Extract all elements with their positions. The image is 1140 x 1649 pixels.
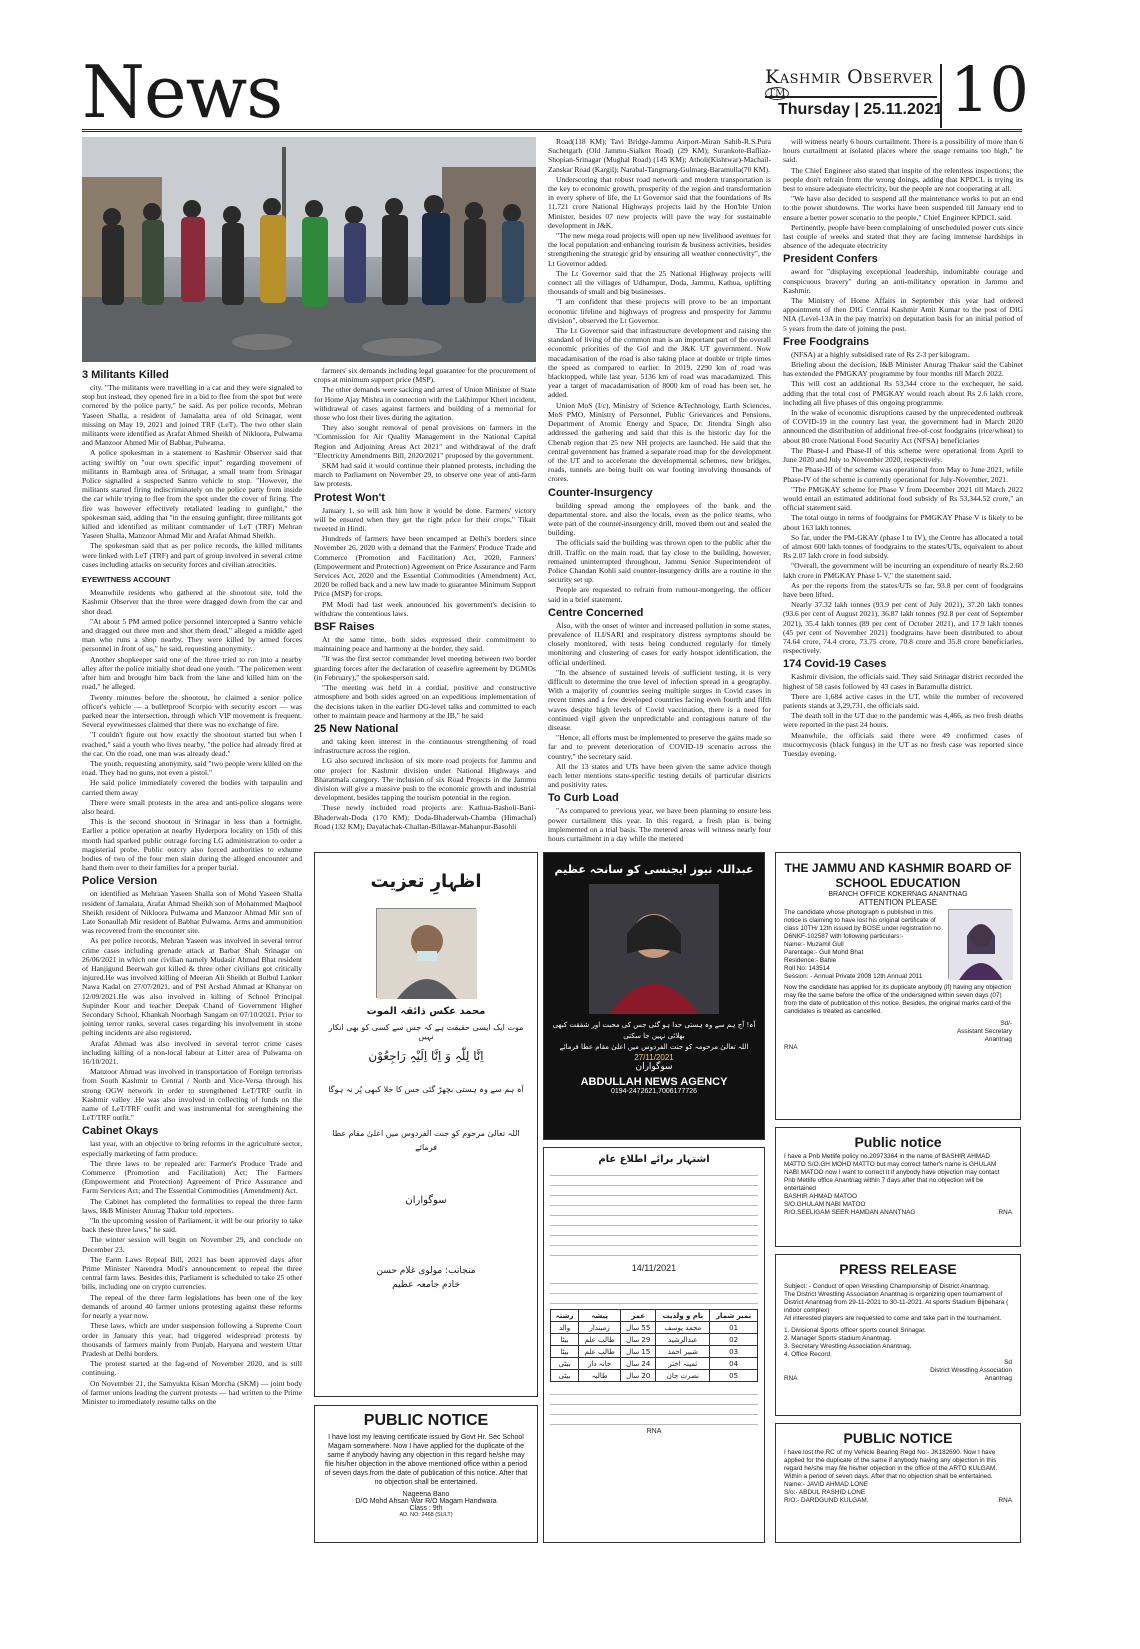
notice-body: I have lost my leaving certificate issued by Govt Hr. Sec School Magam somewhere. Now I have applied for the duplicate of the same if anybody having any objection in this regard he/she may file his/her objection in the above mentioned office within a period of seven days from the date of publication of this notice. After that no objection shall be entertained.	[324, 1434, 528, 1486]
brand-rule	[765, 96, 937, 98]
article-headline: Centre Concerned	[548, 606, 644, 619]
table-row	[551, 1322, 758, 1334]
issue-date: Thursday | 25.11.2021	[778, 101, 943, 118]
pnb-notice-rna: RNA	[998, 1209, 1012, 1216]
article-paragraph: The repeal of the three farm legislations has been one of the key demands of around 40 farmer unions protesting against these reforms for nearly a year now.	[82, 1292, 302, 1321]
table-cell: بیٹی	[551, 1370, 579, 1382]
agency-mourners: سوگواران	[635, 1062, 673, 1072]
condolence-line: اللہ تعالیٰ مرحوم کو جنت الفردوس میں اعلیٰ مقام عطا فرمائے	[332, 1129, 520, 1152]
agency-portrait	[589, 884, 719, 1014]
brand-name: Kashmir Observer	[765, 66, 933, 88]
table-row	[551, 1346, 758, 1358]
condolence-line: موت ایک ایسی حقیقت ہے کہ جس سے کسی کو بھی انکار نہیں	[328, 1023, 524, 1041]
article-paragraph: The Phase-I and Phase-II of this scheme were operational from April to June 2020 and July to November 2020, respectively.	[783, 445, 1023, 465]
table-cell: نصرت جان	[656, 1370, 710, 1382]
article-paragraph: Kashmir division, the officials said. They said Srinagar district recorded the highest of 58 cases followed by 43 cases in Baramulla district.	[783, 672, 1023, 691]
condolence-line: خادم جامعہ عظیم	[392, 1280, 460, 1290]
press-release-item: 2. Manager Sports stadium Anantnag.	[784, 1335, 892, 1342]
pnb-notice-name: BASHIR AHMAD MATOO	[784, 1193, 857, 1200]
candidate-portrait-icon	[949, 910, 1013, 980]
vehicle-notice-ro: R/O:- DARDGUND KULGAM.	[784, 1497, 869, 1504]
table-header-cell: نمبر شمار	[710, 1310, 758, 1322]
table-cell: بیٹا	[551, 1346, 579, 1358]
vehicle-notice-title: PUBLIC NOTICE	[843, 1430, 953, 1446]
agency-body: اللہ تعالیٰ مرحومہ کو جنت الفردوس میں اعلیٰ مقام عطا فرمائے	[559, 1043, 749, 1051]
article-column-4	[783, 137, 1023, 843]
article-paragraph: The Lt Governor said that infrastructure development and raising the standard of living of the common man is an important part of the overall economic priorities of the GoI and the J&K UT government. Now macadamisation of the road is also taking place at double or triple times the speed as compared to earlier. In 2019, 2290 km of road was blacktopped, while last year, 5136 km of road was macadamized. This year a target of macadamisation of 8000 km of road has been set, he added.	[548, 326, 771, 400]
article-paragraph: PM Modi had last week announced his government's decision to withdraw the contentious laws.	[314, 599, 536, 618]
condolence-line: محمد عکس ذائقہ الموت	[366, 1006, 486, 1017]
article-paragraph: "I am confident that these projects will prove to be an important economic lifeline and highways of progress and prosperity for Jammu division", observed the Lt Governor.	[548, 297, 771, 325]
urdu-notice-date: 14/11/2021	[631, 1263, 677, 1273]
article-paragraph: The Ministry of Home Affairs in September this year had ordered appointment of then DIG Central Kashmir Amit Kumar to the post of DIG NIA (Level-13A in the pay matrix) on deputation basis for an initial period of 5 years from the date of joining the post.	[783, 296, 1023, 333]
press-release-sign: Sd	[1004, 1359, 1012, 1366]
article-paragraph: Road(118 KM); Tavi Bridge-Jammu Airport-Miran Sahib-R.S.Pura Suchetgarh (Old Jammu-Sialkot Road) (29 KM); Surankote-Bafliaz-Shopian-Srinagar (Mughal Road) (145 KM); Atholi(Kishtwar)-Machail-Zanskar Road (Kargil); Narabal-Tangmarg-Gulmarg-Baramulla(70 KM).	[548, 137, 771, 174]
article-paragraph: So far, under the PM-GKAY (phase I to IV), the Centre has allocated a total of almost 600 lakh tonnes of foodgrains to the states/UTs, equivalent to about Rs 2.07 lakh crore in food subsidy.	[783, 532, 1023, 561]
article-paragraph: The Lt Governor said that the 25 National Highway projects will connect all the villages of Udhampur, Doda, Jammu, Kathua, uplifting thousands of small and big businesses.	[548, 268, 771, 297]
article-paragraph: The winter session will begin on November 29, and conclude on December 23.	[82, 1235, 302, 1254]
article-paragraph: on identified as Mehraan Yaseen Shalla son of Mohd Yaseen Shalla resident of Jamalata, Arafat Ahmad Sheikh son of Mohammed Maqbool Sheikh resident of Nikloora Pulwama and Manzoor Ahmad Mir son of Late Sonaullah Mir resident of Babhar Pulwama. Arms and ammunition was recovered from the encounter site.	[82, 889, 302, 936]
table-cell: والد	[551, 1322, 579, 1334]
article-paragraph: Pertinently, people have been complaining of unscheduled power cuts since last couple of weeks and stated that they are facing immense hardships in absence of the adequate electricity	[783, 222, 1023, 251]
article-headline: President Confers	[783, 253, 878, 266]
article-paragraph: "The meeting was held in a cordial, positive and constructive atmosphere and both sides agreed on an expeditious implementation of the decisions taken in the earlier DG-level talks and committed to each other to maintain peace and harmony at the IB," he said	[314, 683, 536, 720]
table-cell: بیٹی	[551, 1358, 579, 1370]
board-place: Anantnag	[984, 1036, 1012, 1043]
article-paragraph: This will cost an additional Rs 53,344 crore to the exchequer, he said, adding that the total cost of PMGKAY would reach about Rs 2.6 lakh crore, including all five phases of this ongoing programme.	[783, 379, 1023, 407]
agency-condolence-heading: عبداللہ نیوز ایجنسی کو سانحہ عظیم	[554, 863, 754, 876]
article-paragraph: The Phase-III of the scheme was operational from May to June 2021, while Phase-IV of the scheme is currently operational for July-November, 2021.	[783, 465, 1023, 484]
notice-ad-number: AD. NO: 2468 (SULT)	[399, 1512, 453, 1518]
table-cell: 15 سال	[621, 1346, 656, 1358]
article-paragraph: "The PMGKAY scheme for Phase V from December 2021 till March 2022 would entail an estimated additional food subsidy of Rs 53,344.52 crore," an official statement said.	[783, 484, 1023, 513]
pnb-notice-body: I have a Pnb Metlife policy no.20973364 in the name of BASHIR AHMAD MATTO S/O.GH MOHD MATTO but may correct father's name is GHULAM NABI MATOO now I want to correct it if anybody have objection may contact Pnb Metlife office Anantnag within 7 days after that no objection will be entertained	[784, 1153, 1000, 1192]
article-paragraph: "It was the first sector commander level meeting between two border guarding forces after the declaration of ceasefire agreement by DGMOs (in February)," the spokesperson said.	[314, 654, 536, 682]
article-paragraph: Arafat Ahmad was also involved in several terror crime cases including killing of a non-local labour at Litter area of Pulwama on 16/10/2021.	[82, 1038, 302, 1067]
article-paragraph: There were small protests in the area and anti-police slogans were also heard.	[82, 797, 302, 816]
press-release-item: 1. Divisional Sports officer sports council Srinagar.	[784, 1327, 926, 1334]
vehicle-notice-so: S/o:- ABDUL RASHID LONE	[784, 1489, 866, 1496]
pnb-notice-address: R/O.SEELIGAM SEER HAMDAN ANANTNAG	[784, 1209, 916, 1216]
article-paragraph: "We have also decided to suspend all the maintenance works to put an end to the power shutdowns. The works have been suspended till January end to ensure a better power scenario to the people," Chief Engineer KPDCL said.	[783, 194, 1023, 222]
pnb-notice-parent: S/O.GHULAM NABI MATOO	[784, 1201, 866, 1208]
protest-photo-illustration	[82, 137, 536, 362]
article-headline: 3 Militants Killed	[82, 369, 169, 381]
board-branch: BRANCH OFFICE KOKERNAG ANANTNAG	[828, 891, 968, 898]
table-row	[551, 1334, 758, 1346]
board-body-2: Now the candidate has applied for its duplicate anybody (if) having any objection may file the same before the office of the undersigned within seven days (07) from the date of publication of this notice. Besides, the original marks card of the candidates is treated as cancelled.	[784, 984, 1012, 1015]
notice-class: Class : 9th	[409, 1505, 443, 1512]
article-paragraph: Meanwhile, the officials said there were 49 confirmed cases of mucormycosis (black fungus) in the UT as no fresh case was reported since Tuesday evening.	[783, 730, 1023, 758]
board-name: Name:- Muzamil Gull	[784, 941, 844, 948]
public-notice-vehicle-ad	[775, 1423, 1021, 1543]
board-roll: Roll No: 143514	[784, 965, 830, 972]
table-cell: طالب علم	[579, 1334, 621, 1346]
article-paragraph: He said police immediately covered the bodies with tarpaulin and carried them away	[82, 778, 302, 797]
condolence-line: منجانب: مولوی غلام حسن	[376, 1266, 476, 1276]
article-paragraph: Meanwhile residents who gathered at the shootout site, told the Kashmir Observer that the three were dragged down from the car and shot dead.	[82, 588, 302, 616]
page-number: 10	[950, 53, 1029, 126]
press-release-ad	[775, 1254, 1021, 1416]
article-paragraph: Another shopkeeper said one of the three tried to run into a nearby alley after the police initially shot dead one youth. "The policemen went after him and brought him back from the lane and killed him on the road," he alleged.	[82, 654, 302, 692]
article-subhead: EYEWITNESS ACCOUNT	[82, 575, 171, 585]
notice-name: Nageena Bano	[402, 1491, 450, 1498]
article-headline: Free Foodgrains	[783, 335, 870, 348]
board-designation: Assistant Secretary	[956, 1028, 1012, 1035]
article-paragraph: The spokesman said that as per police records, the killed militants were linked with LeT (TRF) and part of group involved in several crime cases including attacks on security forces and civilian atrocities.	[82, 541, 302, 569]
press-release-rna: RNA	[784, 1375, 798, 1382]
table-cell: طالب علم	[579, 1346, 621, 1358]
press-release-body: The District Wrestling Association Anantnag is organizing open tournament of District Anantnag from 29-11-2021 to 30-11-2021. At sports Stadium Bijbehara ( indoor complex)	[784, 1291, 1009, 1314]
article-paragraph: The death toll in the UT due to the pandemic was 4,466, as two fresh deaths were reported in the past 24 hours.	[783, 711, 1023, 730]
table-cell: 02	[710, 1334, 758, 1346]
vehicle-notice-rna: RNA	[998, 1497, 1012, 1504]
article-paragraph: Briefing about the decision, I&B Minister Anurag Thakur said the Cabinet has extended the PMGKAY programme by four months till March 2022.	[783, 360, 1023, 379]
public-notice-ad	[314, 1405, 538, 1543]
article-paragraph: These newly included road projects are: Kathua-Basholi-Bani-Bhaderwah-Doda (170 KM); Doda-Bhaderwah-Chamba (Himachal) Road (132 KM); Dayalachak-Challan-Billawar-Mahanpur-Basohli	[314, 803, 536, 831]
table-row	[551, 1370, 758, 1382]
article-paragraph: Union MoS (I/c), Ministry of Science &Technology, Earth Sciences, MoS PMO, Ministry of Personnel, Public Grievances and Pensions, Department of Atomic Energy and Space, Dr. Jitendra Singh also addressed the gathering and said that this is the historic day for the Chenab region that 25 new NH projects are launched. He said that the central government has framed a separate road map for the development of the UT and to accelerate the developmental schemes, new bridges, roads, tunnels are being built on war footing involving thousands of crores.	[548, 400, 771, 484]
table-cell: 29 سال	[621, 1334, 656, 1346]
vehicle-notice-name: Name:- JAVID AHMAD LONE	[784, 1481, 869, 1488]
table-cell: 20 سال	[621, 1370, 656, 1382]
article-paragraph: All the 13 states and UTs have been given the same advice though each letter mentions state-specific testing details of particular districts and positivity rates.	[548, 761, 771, 790]
board-rna: RNA	[784, 1044, 798, 1051]
board-attention: ATTENTION PLEASE	[858, 898, 938, 907]
agency-name: ABDULLAH NEWS AGENCY	[580, 1076, 728, 1088]
article-paragraph: "In the upcoming session of Parliament, it will be our priority to take back these three laws," he said.	[82, 1216, 302, 1235]
table-cell: 05	[710, 1370, 758, 1382]
table-header-cell: پیشہ	[579, 1310, 621, 1322]
condolence-line: سوگواران	[405, 1195, 447, 1206]
article-headline: 174 Covid-19 Cases	[783, 658, 887, 671]
agency-body: آہ! آج ہم سے وہ ہستی جدا ہو گئی جس کی محبت اور شفقت کبھی بھلائی نہیں جا سکتی	[552, 1021, 756, 1040]
article-paragraph: On November 21, the Samyukta Kisan Morcha (SKM) — joint body of farmer unions leading the current protests — had written to the Prime Minister to immediately resume talks on the	[82, 1378, 302, 1406]
table-header-cell: رشتہ	[551, 1310, 579, 1322]
press-release-footer	[784, 1375, 1012, 1383]
abdullah-news-agency-ad	[543, 852, 765, 1140]
article-paragraph: Manzoor Ahmad was involved in transportation of Foreign terrorists from South Kashmir to Central / North and Vice-Versa through his strong OGW network in order to strengthened LeT/TRF outfit in Kashmir valley .He was also involved in collecting of funds on the name of LeT/TRF outfit and was instrumental for strengthening the LeT/TRF outfit."	[82, 1067, 302, 1123]
article-paragraph: "At about 5 PM armed police personnel intercepted a Santro vehicle and dragged out three men and shot them dead," alleged a middle aged man who runs a shop nearby. They were killed by armed forces personnel in front of us," he said, requesting anonymity.	[82, 616, 302, 654]
article-paragraph: As per the reports from the states/UTs so far, 93.8 per cent of foodgrains have been lifted.	[783, 580, 1023, 599]
article-paragraph: "As compared to previous year, we have been planning to ensure less power curtailment this year. In this regard, a fresh plan is being implemented on a trial basis. The metered areas will witness nearly four hours curtailment in a day while the metered	[548, 806, 771, 843]
article-paragraph: The total outgo in terms of foodgrains for PMGKAY Phase V is likely to be about 163 lakh tonnes.	[783, 513, 1023, 532]
table-cell: خانہ دار	[579, 1358, 621, 1370]
table-header-cell: نام و ولدیت	[656, 1310, 710, 1322]
table-cell: 01	[710, 1322, 758, 1334]
article-headline: Cabinet Okays	[82, 1125, 159, 1138]
article-paragraph: The Chief Engineer also stated that inspite of the relentless inspections; the people don't refrain from the wrong doings, adding that KPDCL is trying its best to ensure adequate electricity, but the people are not cooperating at all.	[783, 165, 1023, 194]
article-paragraph: Also, with the onset of winter and increased pollution in some states, prevalence of ILI/SARI and respiratory distress symptoms should be closely monitored, with tests being conducted regularly for timely monitoring and clustering of cases for early hotspot identification, the official underlined.	[548, 620, 771, 667]
press-release-item: 3. Secretary Wrestling Association Anantnag.	[784, 1343, 912, 1350]
article-paragraph: The other demands were sacking and arrest of Union Minister of State for Home Ajay Mishra in connection with the Lakhimpur Kheri incident, withdrawal of cases against farmers and building of a memorial for those who lost their lives during the agitation.	[314, 385, 536, 423]
condolence-portrait	[376, 908, 476, 998]
pnb-notice-footer	[784, 1209, 1012, 1217]
article-paragraph: Nearly 37.32 lakh tonnes (93.9 per cent of July 2021), 37.20 lakh tonnes (93.6 per cent of August 2021), 36.87 lakh tonnes (92.8 per cent of September 2021), 35.4 lakh tonnes (89 per cent of October 2021), and 17.9 lakh tonnes (45 per cent of November 2021) foodgrains have been distributed to about 74.64 crore, 74.4 crore, 73.75 crore, 70.8 crore and 35.8 crore beneficiaries, respectively.	[783, 600, 1023, 656]
article-headline: Police Version	[82, 875, 158, 888]
table-cell: شبیر احمد	[656, 1346, 710, 1358]
news-photo	[82, 137, 536, 362]
urdu-public-notice-ad	[543, 1147, 765, 1543]
table-cell: 04	[710, 1358, 758, 1370]
condolence-ad	[314, 852, 538, 1397]
article-paragraph: People are requested to refrain from rumour-mongering, the officer said in a brief statement.	[548, 585, 771, 604]
board-parentage: Parentage:- Gull Mohd Bhat	[784, 949, 864, 956]
article-paragraph: They also sought removal of penal provisions on farmers in the "Commission for Air Quality Management in the National Capital Region and Adjoining Areas Act 2021" and withdrawal of the draft "Electricity Amendments Bill, 2020/2021" proposed by the government.	[314, 423, 536, 460]
urdu-notice-heading: اشتہار برائے اطلاع عام	[598, 1154, 710, 1165]
article-paragraph: In the wake of economic disruptions caused by the unprecedented outbreak of COVID-19 in the country last year, the government had in March 2020 announced the distribution of additional free-of-cost foodgrains (rice/wheat) to about 80 crore National Food Security Act (NFSA) beneficiaries	[783, 408, 1023, 445]
board-sign: Sd/-	[1000, 1020, 1012, 1027]
table-cell: 55 سال	[621, 1322, 656, 1334]
article-headline: Protest Won't	[314, 491, 385, 504]
portrait-man-icon	[377, 909, 477, 999]
urdu-notice-rna: RNA	[646, 1428, 662, 1435]
article-paragraph: SKM had said it would continue their planned protests, including the march to Parliament on November 29, to observe one year of anti-farm law protests.	[314, 461, 536, 489]
table-cell: زمیندار	[579, 1322, 621, 1334]
board-body: The candidate whose photograph is published in this notice is claiming to have lost his original certificate of class 10TH/ 12th issued by BOSE under registration no D6NKF-102587 with following particulars:-	[784, 909, 941, 940]
article-paragraph: and taking keen interest in the continuous strengthening of road infrastructure across the region.	[314, 736, 536, 756]
article-paragraph: The youth, requesting anonymity, said "two people were killed on the road. They had no guns, not even a pistol."	[82, 758, 302, 778]
table-cell: عبدالرشید	[656, 1334, 710, 1346]
article-paragraph: Hundreds of farmers have been encamped at Delhi's borders since November 26, 2020 with a demand that the Farmers' Produce Trade and Commerce (Promotion and Facilitation) Act, 2020, Farmers' (Empowerment and Protection) Agreement on Price Assurance and Farm Services Act, 2020 and the Essential Commodities (Amendment) Act, 2020 be rolled back and a new law made to guarantee Minimum Support Price (MSP) for crops.	[314, 534, 536, 599]
condolence-line: اِنَّا لِلّٰہِ وَ اِنَّا اِلَیْہِ رَاجِعُوْن	[368, 1049, 484, 1063]
agency-phone: 0194-2472621,7006177726	[610, 1088, 698, 1095]
table-cell: طالبہ	[579, 1370, 621, 1382]
public-notice-pnb-ad	[775, 1127, 1021, 1247]
article-column-2	[314, 366, 536, 843]
article-paragraph: The three laws to be repealed are: Farmer's Produce Trade and Commerce (Promotion and Facilitation) Act; The Farmers (Empowerment and Protection) Agreement of Price Assurance and Farm Services Act; and The Essential Commodities (Amendment) Act.	[82, 1158, 302, 1196]
board-details	[784, 909, 942, 981]
table-cell: بیٹا	[551, 1334, 579, 1346]
press-release-subject: Subject: - Conduct of open Wrestling Championship of District Anantnag.	[784, 1283, 990, 1290]
table-cell: 03	[710, 1346, 758, 1358]
article-paragraph: will witness nearly 6 hours curtailment. There is a possibility of more than 6 hours curtailment at isolated places where the usage remains too high," he said.	[783, 137, 1023, 165]
board-info-row	[784, 909, 1012, 981]
press-release-title: PRESS RELEASE	[839, 1261, 957, 1277]
urdu-notice-footer-lines	[550, 1388, 758, 1428]
urdu-notice-text-block	[550, 1169, 758, 1259]
notice-parent: D/O Mohd Ahsan War R/O Magam Handwara	[355, 1498, 497, 1505]
article-headline: BSF Raises	[314, 621, 375, 634]
masthead-rule	[82, 129, 1022, 132]
portrait-woman-icon	[589, 884, 719, 1014]
article-paragraph: "Hence, all efforts must be implemented to preserve the gains made so far and to prevent deterioration of COVID-19 scenario across the country," the secretary said.	[548, 733, 771, 761]
board-residence: Residence:- Bahie	[784, 957, 837, 964]
article-column-3	[548, 137, 771, 843]
article-paragraph: There are 1,684 active cases in the UT, while the number of recovered patients stands at 3,29,731, the officials said.	[783, 691, 1023, 710]
table-cell: 24 سال	[621, 1358, 656, 1370]
section-title: News	[82, 50, 283, 134]
article-paragraph: award for "displaying exceptional leadership, indomitable courage and conspicuous bravery" during an anti-militancy operation in Jammu and Kashmir.	[783, 267, 1023, 295]
article-paragraph: The Farm Laws Repeal Bill, 2021 has been approved days after Prime Minister Narendra Modi's announcement to repeal the three central farm laws. Besides this, Parliament is scheduled to take 25 other bills, including one on crypto currencies.	[82, 1254, 302, 1292]
urdu-notice-text-block-2	[550, 1277, 758, 1305]
article-paragraph: Underscoring that robust road network and modern transportation is the key to economic growth, prosperity of the region and transformation in every sphere of life, the Lt Governor said that the foundations of Rs 11,721 crore National Highways projects laid by the Hon'ble Union Minister, besides 07 new projects will pave the way for sustainable development in J&K.	[548, 174, 771, 230]
article-paragraph: As per police records, Mehran Yaseen was involved in several terror crime cases including grenade attack at Barbar Shah Srinagar on 26/06/2021 in which one civilian namely Mudasir Ahmad Bhat resident of Hanjigund Beerwah got killed & three other civilians got critically injured.He was involved killing of Meeran Ali Sheikh at Bulbul Lanker Nawa Kadal on 27/07/2021, and of PSI Arshad Ahmad at Khanyar on 12/09/2021.He was also involved in killing of School Principal Supinder Kour and teacher Deepak Chand of Government Higher Secondary School, Khankah Noorbagh Sangam on 07/10/2021. Prior to joining terror ranks, several cases regarding his involvement in stone pelting incidents are also registered.	[82, 936, 302, 1038]
article-paragraph: "I couldn't figure out how exactly the shootout started but when I reached," said a youth who lives nearby, "the police had already fired at the car. On the road, one man was already dead."	[82, 730, 302, 758]
table-cell: ثمینہ اختر	[656, 1358, 710, 1370]
jkbose-notice-ad	[775, 852, 1021, 1120]
article-paragraph: Twenty minutes before the shootout, he claimed a senior police officer's vehicle — a bulletproof Scorpio with security escort — was parked near the intersection, through which VIP movement is frequent. Several eyewitnesses claimed that there was no exchange of fire.	[82, 692, 302, 730]
article-paragraph: These laws, which are under suspension following a Supreme Court order in January this year, had triggered widespread protests by thousands of farmers mainly from Punjab, Haryana and western Uttar Pradesh at Delhi borders.	[82, 1321, 302, 1358]
article-paragraph: "In the absence of sustained levels of sufficient testing, it is very difficult to determine the true level of infection spread in a geography. With a majority of countries seeing multiple surges in Covid cases in recent times and a few developed countries facing even fourth and fifth waves despite high levels of Covid vaccination, there is a need for continued vigil given the unpredictable and contagious nature of the disease.	[548, 667, 771, 732]
article-paragraph: "Overall, the government will be incurring an expenditure of nearly Rs.2.60 lakh crore in PMGKAY Phase I- V," the statement said.	[783, 561, 1023, 580]
press-release-designation: District Wrestling Association	[930, 1367, 1012, 1374]
article-paragraph: (NFSA) at a highly subsidised rate of Rs 2-3 per kilogram.	[791, 349, 970, 359]
table-row	[551, 1358, 758, 1370]
article-paragraph: LG also secured inclusion of six more road projects for Jammu and one project for Kashmir division under National Highways and Bharatmala category. The inclusion of six Road Projects in the Jammu division will give a massive push to the economic growth and industrial development, besides tapping the tourism potential in the region.	[314, 756, 536, 803]
board-title: THE JAMMU AND KASHMIR BOARD OF SCHOOL EDUCATION	[784, 861, 1012, 890]
candidate-photo	[948, 909, 1012, 979]
condolence-heading: اظہارِ تعزیت	[370, 871, 482, 892]
article-paragraph: At the same time, both sides expressed their commitment to maintaining peace and harmony at the border, they said.	[314, 635, 536, 654]
press-release-body-2: All interested players are requested to come and take part in the tournament.	[784, 1315, 1002, 1322]
article-headline: Counter-Insurgency	[548, 486, 653, 499]
article-paragraph: building spread among the employees of the bank and the departmental store, and also the locals, even as the police teams, who were part of the counter-insurgency drill, moved them out and sealed the building.	[548, 500, 771, 538]
article-paragraph: farmers' six demands including legal guarantee for the procurement of crops at minimum support price (MSP).	[314, 366, 536, 385]
article-paragraph: "The new mega road projects will open up new livelihood avenues for the local population and enhancing tourism & business activities, besides strengthening the strategic grid by ensuring all weather connectivity", the Lt Governor added.	[548, 231, 771, 268]
article-paragraph: The officials said the building was thrown open to the public after the drill. Traffic on the main road, that lay close to the building, however, remained uninterrupted throughout, Jammu Senior Superintendent of Police Chandan Kohli said counter-insurgency drills are a routine in the security set up.	[548, 538, 771, 585]
article-headline: To Curb Load	[548, 792, 619, 805]
press-release-place: Anantnag	[984, 1375, 1012, 1382]
notice-title: PUBLIC NOTICE	[363, 1412, 489, 1429]
table-cell: محمد یوسف	[656, 1322, 710, 1334]
article-paragraph: city. "The militants were travelling in a car and they were signaled to stop but instead, they opened fire in a bid to flee from the spot but were cornered by the police party," he said. As per police records, Mehran Yaseen Shalla, a resident of Jamalatta area of old Srinagar, went missing on May 19, 2021 and joined TRF (LeT). The two other slain militants were identified as Arafat Ahmed Sheikh of Nikloora, Pulwama and Manzoor Ahmed Mir of Babhar, Pulwama.	[82, 383, 302, 448]
table-header-row	[551, 1310, 758, 1322]
article-paragraph: A police spokesman in a statement to Kashmir Observer said that acting swiftly on "our own specific input" regarding movement of militants in Rambagh area of Srinagar, a small team from Srinagar Police signalled a suspected Santro vehicle to stop. "However, the militants started firing indiscriminately on the police party from inside the car while trying to flee from the spot under the cover of firing. The fire was however effectively retaliated leading to gunfight," the spokesman said, adding that "in the ensuing gunfight, three militants got killed and identified as militant commander of LeT (TRF) Mehran Yaseen Shalla, Manzoor Ahmad Mir and Arafat Ahmad Sheikh.	[82, 448, 302, 541]
agency-date: 27/11/2021	[634, 1053, 674, 1062]
article-paragraph: last year, with an objective to bring reforms in the agriculture sector, especially marketing of farm produce.	[82, 1139, 302, 1158]
pnb-notice-title: Public notice	[854, 1134, 942, 1150]
condolence-line: آہ ہم سے وہ ہستی بچھڑ گئی جس کا خلا کبھی پُر نہ ہوگا	[328, 1085, 524, 1094]
vehicle-notice-body: I have lost the RC of my Vehicle Bearing Regd No:- JK182690. Now I have applied for the duplicate of the same if anybody having any objection in this regard he/she may file his/her objection in the office of the ARTO KULGAM. Within a period of seven days. After that no objection shall be entertained.	[784, 1449, 998, 1480]
urdu-notice-table	[550, 1309, 758, 1382]
article-paragraph: January 1, so will ask him how it would be done. Farmers' victory will be ensured when they get the right price for their crops," Tikait tweeted in Hindi.	[314, 505, 536, 534]
table-header-cell: عمر	[621, 1310, 656, 1322]
article-headline: 25 New National	[314, 722, 399, 735]
article-paragraph: The protest started at the fag-end of November 2020, and is still continuing.	[82, 1359, 302, 1378]
trademark-mark: TM	[765, 87, 789, 100]
article-paragraph: The Cabinet has completed the formalities to repeal the three farm laws, I&B Minister Anurag Thakur told reporters.	[82, 1196, 302, 1215]
vehicle-notice-footer	[784, 1497, 1012, 1505]
article-paragraph: This is the second shootout in Srinagar in less than a fortnight. Earlier a police operation at nearby Hyderpora locality on 15th of this month had sparked public outrage forcing LG administration to order a magisterial probe. Public outcry also forced authorities to exhume bodies of two of the four men slain during the alleged encounter and hand them over to their families for a proper burial.	[82, 817, 302, 873]
masthead-divider	[940, 64, 942, 128]
board-session: Session: - Annual Private 2008 12th Annual 2011	[784, 973, 923, 980]
press-release-item: 4. Office Record.	[784, 1351, 832, 1358]
article-column-1	[82, 366, 302, 1544]
